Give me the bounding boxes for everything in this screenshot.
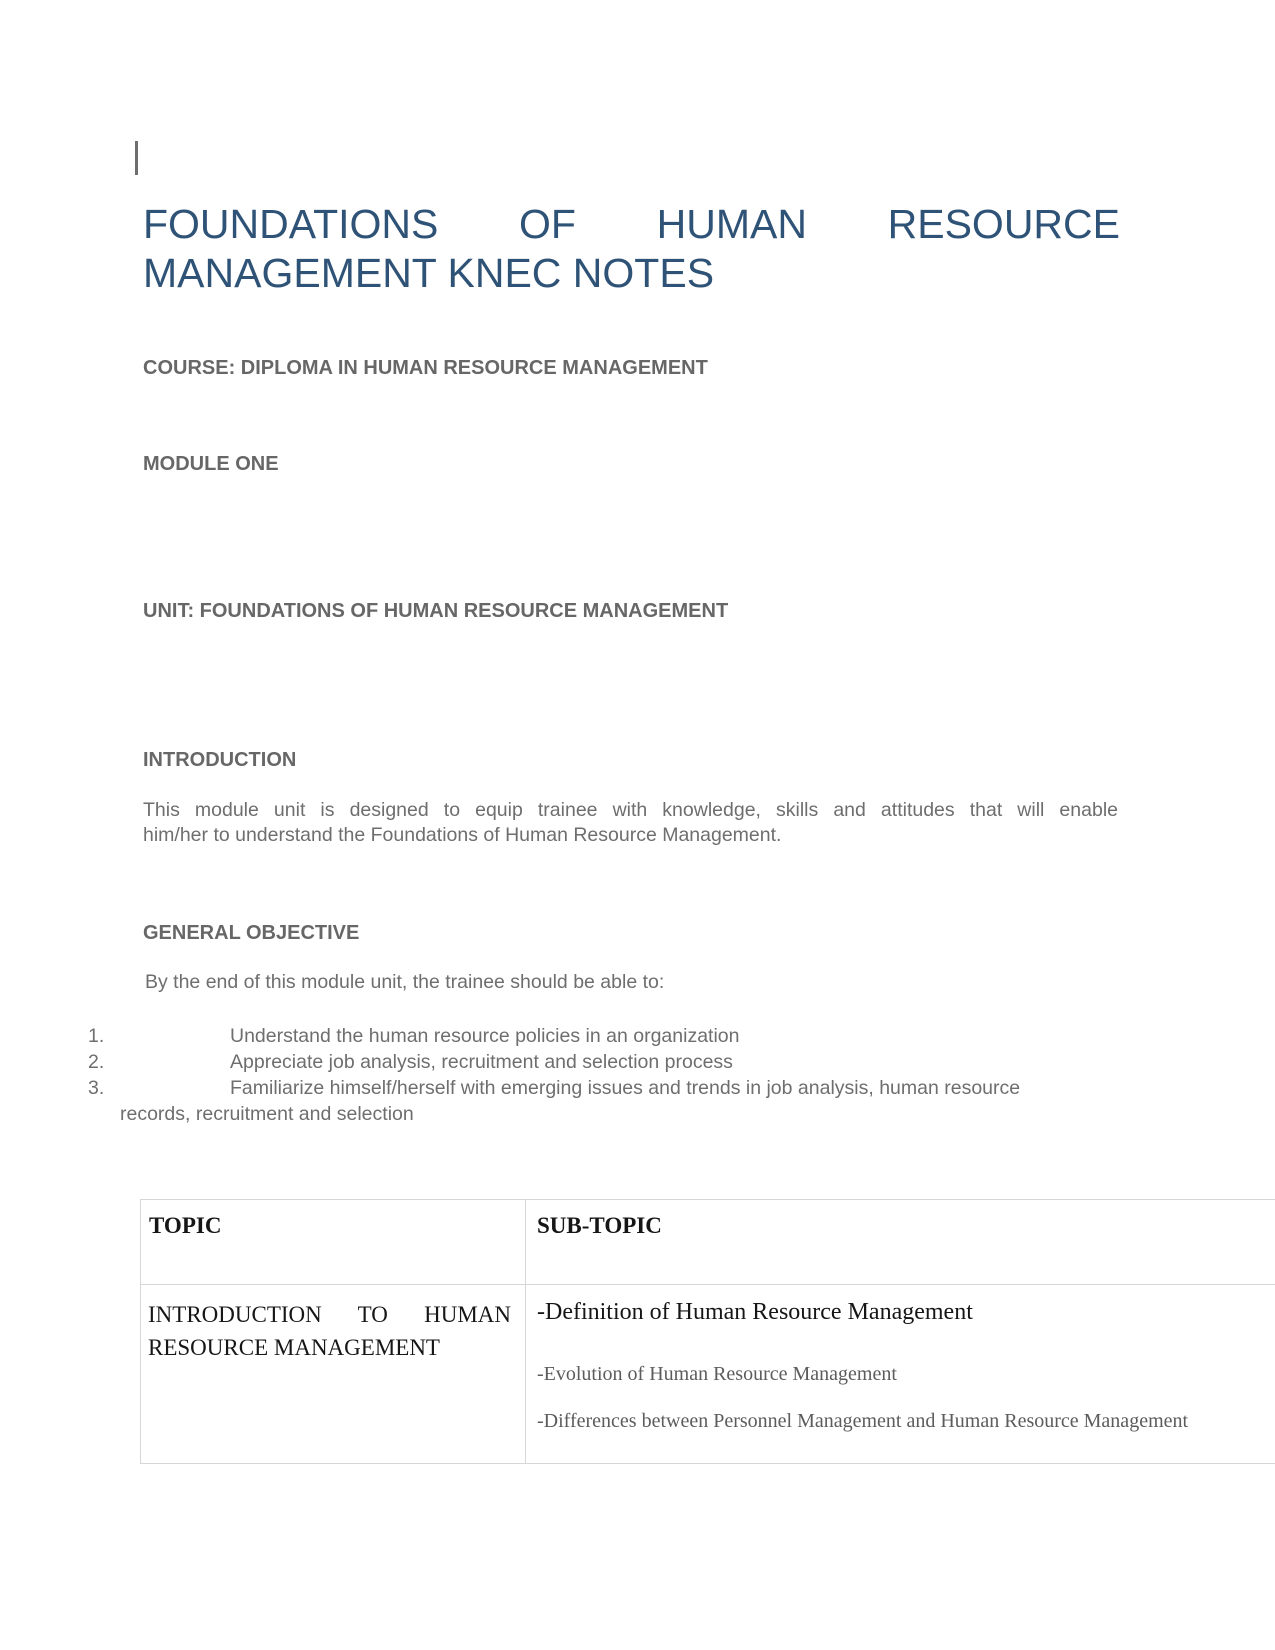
list-item-text: Familiarize himself/herself with emerging issues and trends in job analysis, human resource <box>230 1077 1021 1099</box>
introduction-heading: INTRODUCTION <box>143 749 297 771</box>
topic-cell-line-2: RESOURCE MANAGEMENT <box>148 1335 440 1360</box>
objectives-list <box>0 1023 1275 1101</box>
subtopic-header-label: SUB-TOPIC <box>537 1213 662 1238</box>
list-item-number: 1. <box>88 1025 105 1047</box>
table-header-row <box>141 1200 1275 1285</box>
list-item <box>0 1075 1275 1101</box>
topics-table <box>140 1199 1275 1464</box>
general-objective-heading: GENERAL OBJECTIVE <box>143 922 360 944</box>
module-heading: MODULE ONE <box>143 453 279 475</box>
list-item-text: Understand the human resource policies in an organization <box>230 1025 740 1047</box>
list-item-number: 2. <box>88 1051 105 1073</box>
subtopic-definition: -Definition of Human Resource Management <box>537 1299 973 1325</box>
subtopic-cell <box>526 1285 1275 1463</box>
objectives-lead: By the end of this module unit, the trainee should be able to: <box>145 971 665 993</box>
page-title-line-1: FOUNDATIONS OF HUMAN RESOURCE <box>143 201 1120 247</box>
topic-header-cell <box>141 1200 526 1284</box>
list-item-continuation: records, recruitment and selection <box>120 1103 414 1125</box>
subtopic-header-cell <box>526 1200 1275 1284</box>
unit-heading: UNIT: FOUNDATIONS OF HUMAN RESOURCE MANAGEMENT <box>143 600 729 622</box>
page-title-line-2: MANAGEMENT KNEC NOTES <box>143 250 715 296</box>
topic-header-label: TOPIC <box>149 1213 222 1238</box>
introduction-paragraph-line-2: him/her to understand the Foundations of Human Resource Management. <box>143 824 782 846</box>
subtopic-differences: -Differences between Personnel Management and Human Resource Management <box>537 1410 1189 1432</box>
table-row <box>141 1285 1275 1463</box>
introduction-paragraph <box>143 798 1118 848</box>
list-item-text: Appreciate job analysis, recruitment and selection process <box>230 1051 733 1073</box>
text-cursor <box>135 141 138 175</box>
list-item <box>0 1049 1275 1075</box>
list-item <box>0 1023 1275 1049</box>
introduction-paragraph-line-1: This module unit is designed to equip trainee with knowledge, skills and attitudes that will enable <box>143 799 1118 821</box>
list-item-number: 3. <box>88 1077 105 1099</box>
topic-cell-line-1: INTRODUCTION TO HUMAN <box>148 1302 511 1327</box>
course-heading: COURSE: DIPLOMA IN HUMAN RESOURCE MANAGEMENT <box>143 357 708 379</box>
topic-cell <box>141 1285 526 1463</box>
page-title <box>143 200 1120 298</box>
subtopic-evolution: -Evolution of Human Resource Management <box>537 1363 897 1385</box>
